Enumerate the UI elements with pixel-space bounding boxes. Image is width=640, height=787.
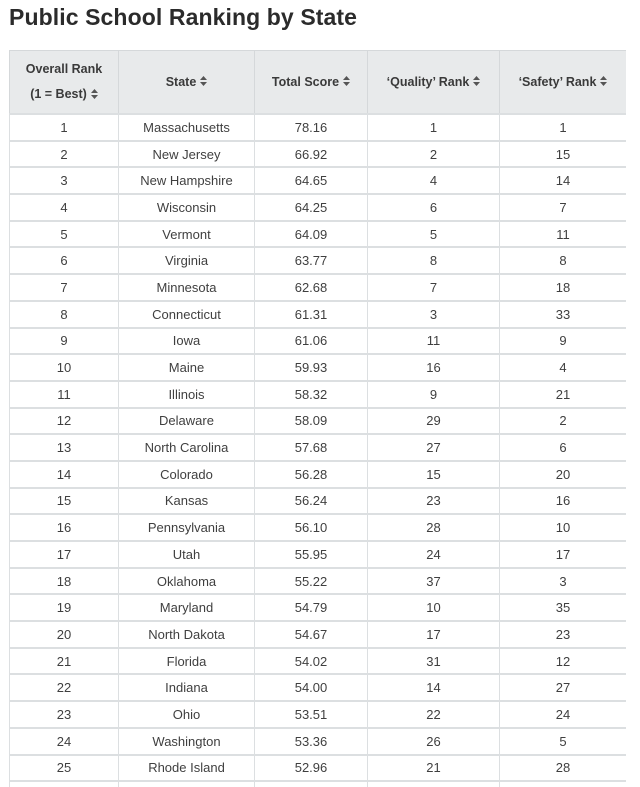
cell-total-score: 54.02 xyxy=(255,648,368,675)
table-row xyxy=(10,541,627,568)
table-row xyxy=(10,755,627,782)
cell-state xyxy=(119,781,255,787)
cell-safety-rank: 35 xyxy=(500,594,627,621)
table-row xyxy=(10,594,627,621)
cell-quality-rank: 26 xyxy=(368,728,500,755)
cell-overall-rank: 5 xyxy=(10,221,119,248)
cell-state: Indiana xyxy=(119,674,255,701)
table-row xyxy=(10,488,627,515)
cell-overall-rank: 20 xyxy=(10,621,119,648)
cell-quality-rank: 21 xyxy=(368,755,500,782)
table-body xyxy=(10,114,627,787)
cell-quality-rank: 27 xyxy=(368,434,500,461)
cell-quality-rank: 22 xyxy=(368,701,500,728)
cell-state: Connecticut xyxy=(119,301,255,328)
cell-state: Maryland xyxy=(119,594,255,621)
table-row xyxy=(10,648,627,675)
cell-quality-rank: 2 xyxy=(368,141,500,168)
cell-state: Washington xyxy=(119,728,255,755)
cell-safety-rank: 27 xyxy=(500,674,627,701)
cell-safety-rank: 3 xyxy=(500,568,627,595)
cell-overall-rank: 7 xyxy=(10,274,119,301)
cell-quality-rank: 7 xyxy=(368,274,500,301)
cell-state: Pennsylvania xyxy=(119,514,255,541)
column-header-state[interactable] xyxy=(119,51,255,115)
cell-safety-rank: 14 xyxy=(500,167,627,194)
cell-overall-rank: 17 xyxy=(10,541,119,568)
cell-state: Oklahoma xyxy=(119,568,255,595)
table-row xyxy=(10,301,627,328)
cell-safety-rank: 10 xyxy=(500,514,627,541)
table-row xyxy=(10,781,627,787)
column-header-label-sub: (1 = Best) xyxy=(30,87,87,101)
column-header-total-score[interactable] xyxy=(255,51,368,115)
cell-safety-rank: 23 xyxy=(500,621,627,648)
cell-overall-rank: 22 xyxy=(10,674,119,701)
cell-total-score: 61.31 xyxy=(255,301,368,328)
table-row xyxy=(10,434,627,461)
cell-overall-rank: 14 xyxy=(10,461,119,488)
cell-quality-rank: 11 xyxy=(368,328,500,355)
table-row xyxy=(10,274,627,301)
cell-total-score: 56.10 xyxy=(255,514,368,541)
cell-safety-rank: 8 xyxy=(500,247,627,274)
cell-state: Delaware xyxy=(119,408,255,435)
cell-overall-rank: 4 xyxy=(10,194,119,221)
cell-total-score: 54.79 xyxy=(255,594,368,621)
cell-quality-rank: 8 xyxy=(368,247,500,274)
cell-total-score: 55.95 xyxy=(255,541,368,568)
table-row xyxy=(10,728,627,755)
cell-state: New Hampshire xyxy=(119,167,255,194)
table-row xyxy=(10,381,627,408)
cell-quality-rank: 9 xyxy=(368,381,500,408)
cell-overall-rank: 9 xyxy=(10,328,119,355)
cell-quality-rank: 23 xyxy=(368,488,500,515)
cell-state: North Carolina xyxy=(119,434,255,461)
cell-total-score: 64.25 xyxy=(255,194,368,221)
table-row xyxy=(10,247,627,274)
cell-total-score: 64.65 xyxy=(255,167,368,194)
cell-state: Iowa xyxy=(119,328,255,355)
cell-quality-rank: 31 xyxy=(368,648,500,675)
cell-quality-rank: 14 xyxy=(368,674,500,701)
column-header-safety-rank[interactable] xyxy=(500,51,627,115)
cell-total-score: 57.68 xyxy=(255,434,368,461)
table-row xyxy=(10,167,627,194)
cell-quality-rank: 5 xyxy=(368,221,500,248)
cell-state: Wisconsin xyxy=(119,194,255,221)
cell-quality-rank: 3 xyxy=(368,301,500,328)
cell-overall-rank: 13 xyxy=(10,434,119,461)
cell-safety-rank: 1 xyxy=(500,114,627,141)
cell-state: Virginia xyxy=(119,247,255,274)
cell-safety-rank: 24 xyxy=(500,701,627,728)
column-header-label: Total Score xyxy=(271,74,340,89)
sort-up-down-icon[interactable] xyxy=(343,76,350,86)
cell-total-score: 62.68 xyxy=(255,274,368,301)
cell-quality-rank: 17 xyxy=(368,621,500,648)
cell-safety-rank: 17 xyxy=(500,541,627,568)
cell-safety-rank: 16 xyxy=(500,488,627,515)
table-row xyxy=(10,461,627,488)
sort-up-down-icon[interactable] xyxy=(600,76,607,86)
table-row xyxy=(10,141,627,168)
cell-overall-rank: 3 xyxy=(10,167,119,194)
cell-quality-rank: 29 xyxy=(368,408,500,435)
cell-overall-rank: 2 xyxy=(10,141,119,168)
ranking-table-container xyxy=(9,50,626,787)
cell-quality-rank: 28 xyxy=(368,514,500,541)
table-header-row xyxy=(10,51,627,115)
table-row xyxy=(10,328,627,355)
cell-total-score xyxy=(255,781,368,787)
column-header-label: ‘Quality’ Rank xyxy=(386,74,470,89)
cell-safety-rank: 4 xyxy=(500,354,627,381)
cell-total-score: 52.96 xyxy=(255,755,368,782)
column-header-label: ‘Safety’ Rank xyxy=(518,74,597,89)
cell-overall-rank: 24 xyxy=(10,728,119,755)
cell-overall-rank: 6 xyxy=(10,247,119,274)
cell-safety-rank: 9 xyxy=(500,328,627,355)
cell-state: Vermont xyxy=(119,221,255,248)
cell-state: Florida xyxy=(119,648,255,675)
cell-state: North Dakota xyxy=(119,621,255,648)
cell-overall-rank: 25 xyxy=(10,755,119,782)
cell-quality-rank: 37 xyxy=(368,568,500,595)
cell-state: Kansas xyxy=(119,488,255,515)
ranking-table xyxy=(9,50,626,787)
cell-quality-rank: 4 xyxy=(368,167,500,194)
cell-safety-rank: 15 xyxy=(500,141,627,168)
cell-state: Rhode Island xyxy=(119,755,255,782)
cell-safety-rank: 11 xyxy=(500,221,627,248)
sort-up-down-icon[interactable] xyxy=(473,76,480,86)
cell-state: Colorado xyxy=(119,461,255,488)
cell-safety-rank: 6 xyxy=(500,434,627,461)
cell-safety-rank: 21 xyxy=(500,381,627,408)
cell-overall-rank: 10 xyxy=(10,354,119,381)
cell-safety-rank xyxy=(500,781,627,787)
cell-overall-rank: 15 xyxy=(10,488,119,515)
cell-quality-rank: 16 xyxy=(368,354,500,381)
cell-state: Maine xyxy=(119,354,255,381)
column-header-quality-rank[interactable] xyxy=(368,51,500,115)
cell-overall-rank: 16 xyxy=(10,514,119,541)
cell-total-score: 53.51 xyxy=(255,701,368,728)
cell-overall-rank: 1 xyxy=(10,114,119,141)
cell-quality-rank: 24 xyxy=(368,541,500,568)
cell-safety-rank: 2 xyxy=(500,408,627,435)
cell-safety-rank: 12 xyxy=(500,648,627,675)
table-row xyxy=(10,408,627,435)
cell-safety-rank: 20 xyxy=(500,461,627,488)
table-row xyxy=(10,701,627,728)
cell-state: Massachusetts xyxy=(119,114,255,141)
cell-quality-rank xyxy=(368,781,500,787)
cell-state: Utah xyxy=(119,541,255,568)
cell-quality-rank: 6 xyxy=(368,194,500,221)
sort-up-down-icon[interactable] xyxy=(91,89,98,99)
cell-quality-rank: 10 xyxy=(368,594,500,621)
column-header-label: Overall Rank xyxy=(25,62,103,76)
table-row xyxy=(10,114,627,141)
cell-state: Minnesota xyxy=(119,274,255,301)
cell-state: New Jersey xyxy=(119,141,255,168)
cell-quality-rank: 15 xyxy=(368,461,500,488)
cell-safety-rank: 28 xyxy=(500,755,627,782)
cell-state: Illinois xyxy=(119,381,255,408)
cell-overall-rank: 11 xyxy=(10,381,119,408)
column-header-overall-rank[interactable] xyxy=(10,51,119,115)
cell-overall-rank xyxy=(10,781,119,787)
cell-total-score: 56.24 xyxy=(255,488,368,515)
cell-safety-rank: 18 xyxy=(500,274,627,301)
cell-total-score: 56.28 xyxy=(255,461,368,488)
cell-overall-rank: 21 xyxy=(10,648,119,675)
cell-safety-rank: 33 xyxy=(500,301,627,328)
cell-total-score: 54.67 xyxy=(255,621,368,648)
cell-safety-rank: 5 xyxy=(500,728,627,755)
cell-safety-rank: 7 xyxy=(500,194,627,221)
cell-total-score: 58.32 xyxy=(255,381,368,408)
cell-overall-rank: 23 xyxy=(10,701,119,728)
cell-total-score: 64.09 xyxy=(255,221,368,248)
column-header-label: State xyxy=(165,74,197,89)
table-row xyxy=(10,194,627,221)
cell-total-score: 54.00 xyxy=(255,674,368,701)
sort-up-down-icon[interactable] xyxy=(200,76,207,86)
cell-overall-rank: 19 xyxy=(10,594,119,621)
cell-total-score: 53.36 xyxy=(255,728,368,755)
page-title: Public School Ranking by State xyxy=(9,4,358,30)
table-row xyxy=(10,621,627,648)
table-row xyxy=(10,354,627,381)
cell-overall-rank: 12 xyxy=(10,408,119,435)
cell-total-score: 59.93 xyxy=(255,354,368,381)
table-row xyxy=(10,568,627,595)
cell-total-score: 66.92 xyxy=(255,141,368,168)
cell-overall-rank: 18 xyxy=(10,568,119,595)
table-row xyxy=(10,674,627,701)
cell-total-score: 58.09 xyxy=(255,408,368,435)
cell-total-score: 55.22 xyxy=(255,568,368,595)
cell-total-score: 61.06 xyxy=(255,328,368,355)
cell-overall-rank: 8 xyxy=(10,301,119,328)
cell-total-score: 63.77 xyxy=(255,247,368,274)
cell-state: Ohio xyxy=(119,701,255,728)
table-row xyxy=(10,221,627,248)
table-row xyxy=(10,514,627,541)
cell-quality-rank: 1 xyxy=(368,114,500,141)
cell-total-score: 78.16 xyxy=(255,114,368,141)
